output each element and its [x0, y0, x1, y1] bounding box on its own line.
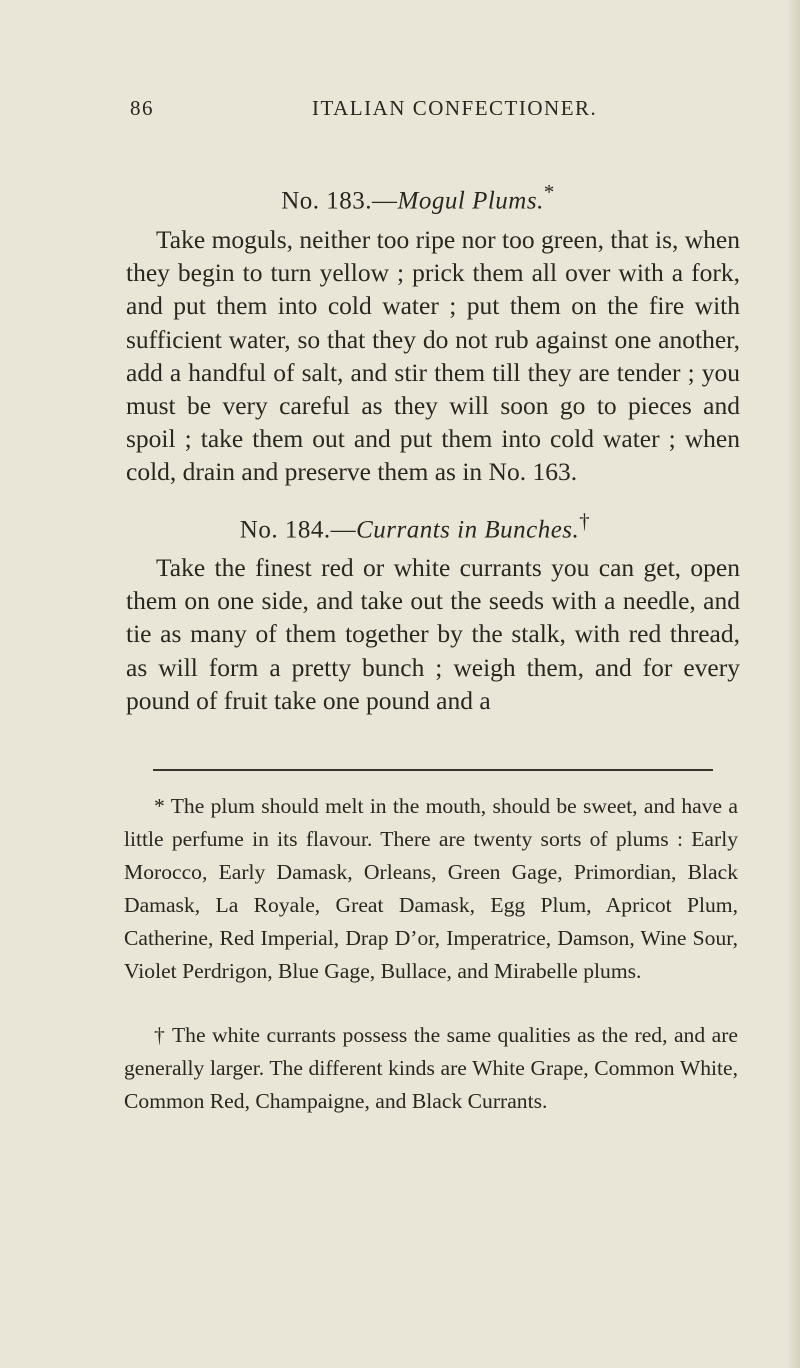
page-header [130, 96, 740, 128]
recipe-name: Mogul Plums. [397, 187, 544, 215]
recipe-number: No. 184.— [239, 516, 357, 544]
recipe-title-184 [0, 509, 800, 544]
footnote-plums: * The plum should melt in the mouth, should be sweet, and have a little perfume in its flavour. There are twenty sorts of plums : Early Morocco, Early Damask, Orleans, Green Gage, Primordian, Black Damask, La Royale, Great Damask, Egg Plum, Apricot Plum, Catherine, Red Imperial, Drap D’or, Imperatrice, Damson, Wine Sour, Violet Perdrigon, Blue Gage, Bullace, and Mirabelle plums. [124, 794, 738, 983]
footnote-mark: * [543, 180, 555, 204]
page-number: 86 [130, 96, 154, 120]
recipe-body-184: Take the finest red or white currants you can get, open them on one side, and take out the seeds with a needle, and tie as many of them together by the stalk, with red thread, as will form a pretty bunch ; weigh them, and for every pound of fruit take one pound and a [126, 553, 740, 715]
running-title: ITALIAN CONFECTIONER. [312, 96, 598, 120]
recipe-body-183: Take moguls, neither too ripe nor too green, that is, when they begin to turn yellow ; prick them all over with a fork, and put them into cold water ; put them on the fire with sufficient water, so that they do not rub against one another, add a handful of salt, and stir them till they are tender ; you must be very careful as they will soon go to pieces and spoil ; take them out and put them into cold water ; when cold, drain and preserve them as in No. 163. [126, 225, 740, 487]
recipe-number: No. 183.— [281, 187, 398, 215]
footnote-mark: † [579, 509, 591, 533]
footnote-currants: † The white currants possess the same qualities as the red, and are generally larger. The different kinds are White Grape, Common White, Common Red, Champaigne, and Black Currants. [124, 1023, 738, 1113]
recipe-title-183 [0, 180, 800, 215]
footnote-divider [153, 769, 713, 771]
recipe-name: Currants in Bunches. [356, 516, 580, 544]
